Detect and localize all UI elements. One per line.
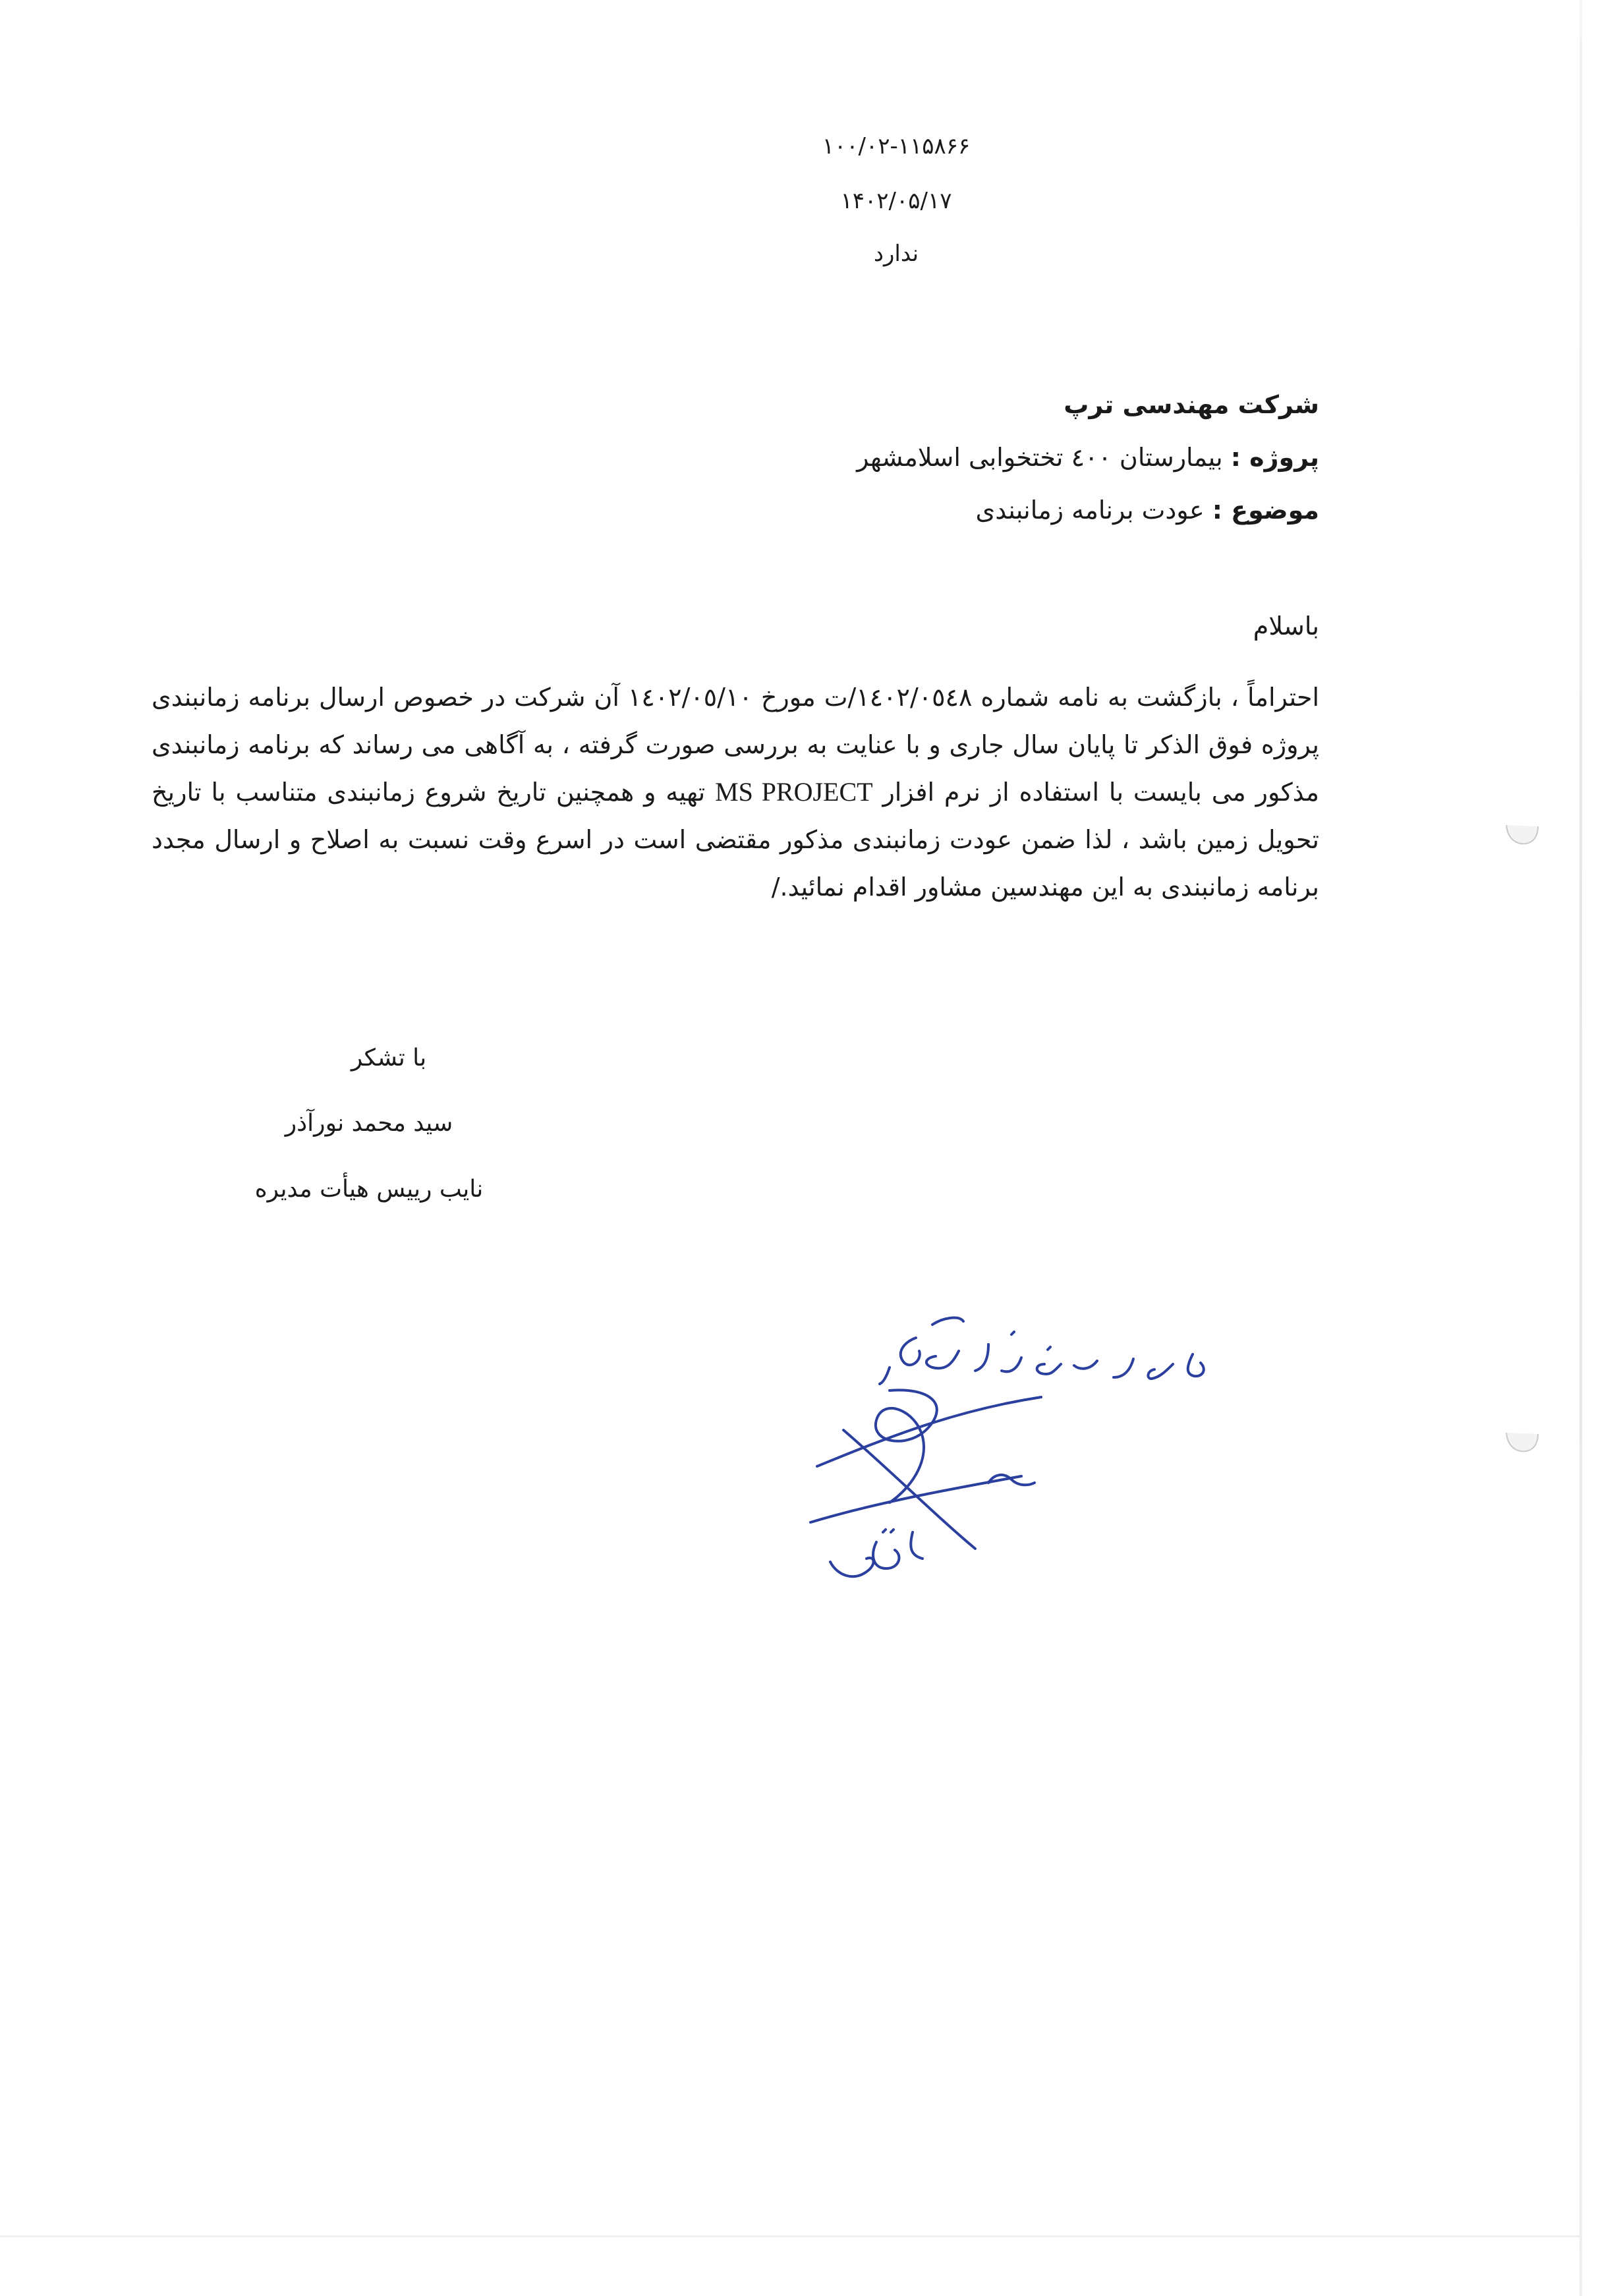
letter-number: ۱۰۰/۰۲-۱۱۵۸۶۶ [822,133,971,159]
scan-edge-line [1579,0,1582,2296]
signer-title: نایب رییس هیأت مدیره [254,1176,484,1203]
subject-value: عودت برنامه زمانبندی [975,496,1205,525]
subject-line [976,496,1319,525]
closing: با تشکر [351,1045,427,1072]
handwritten-note-strokes [810,1318,1204,1577]
punch-hole-mark [1504,820,1541,847]
addressee-company: شرکت مهندسی ترپ [1064,390,1319,419]
subject-label: موضوع : [1212,496,1319,525]
project-value: بیمارستان ٤٠٠ تختخوابی اسلامشهر [857,443,1223,472]
body-part-1: احتراماً ، بازگشت به نامه شماره ۱٤۰۲/۰٥٤۸/ت مورخ ۱٤۰۲/۰٥/۱۰ آن شرکت در خصوص ارسال برنامه زمانبندی پروژه فوق الذکر تا پایان سال جاری و با عنایت به بررسی صورت گرفته ، به آگاهی می رساند که برنامه زمانبندی مذکور می بایست با استفاده از نرم افزار [152,683,1320,807]
body-part-2: تهیه و همچنین تاریخ شروع زمانبندی متناسب با تاریخ تحویل زمین باشد ، لذا ضمن عودت زمانبندی مذکور مقتضی است در اسرع وقت نسبت به اصلاح و ارسال مجدد برنامه زمانبندی به این مهندسین مشاور اقدام نمائید./ [152,778,1319,902]
handwritten-receipt-note [791,1305,1252,1621]
scan-bottom-edge [0,2235,1581,2237]
punch-hole-mark [1504,1427,1541,1455]
greeting: باسلام [1253,612,1319,641]
signer-name: سید محمد نورآذر [285,1110,453,1137]
project-label: پروژه : [1230,443,1319,472]
letter-date: ۱۴۰۲/۰۵/۱۷ [840,188,952,214]
letter-body [152,674,1319,911]
letter-attachment: ندارد [873,241,919,267]
project-line [857,443,1319,472]
software-name: MS PROJECT [715,777,873,807]
